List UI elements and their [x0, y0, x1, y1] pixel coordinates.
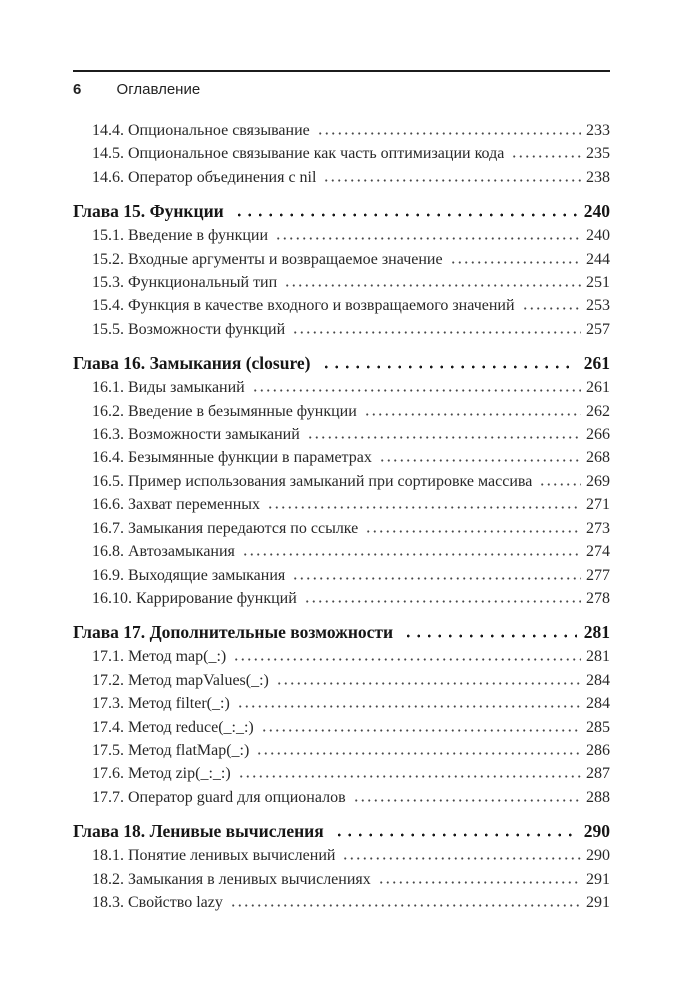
entry-page-ref: 291 — [586, 870, 610, 888]
entry-page-ref: 269 — [586, 472, 610, 490]
entry-text — [92, 119, 310, 142]
toc-item — [73, 224, 610, 247]
toc-item — [73, 119, 610, 142]
toc-section — [73, 819, 610, 914]
toc-chapter-heading — [73, 199, 610, 224]
entry-text — [92, 294, 515, 317]
dotted-leader — [260, 729, 581, 732]
dotted-leader — [352, 799, 581, 802]
toc-section — [73, 119, 610, 189]
entry-number: 18.2. — [92, 870, 124, 888]
entry-text — [92, 318, 285, 341]
toc-item — [73, 248, 610, 271]
dotted-leader — [274, 237, 581, 240]
entry-page-ref: 261 — [583, 353, 610, 374]
entry-text — [92, 844, 335, 867]
entry-number: 16.4. — [92, 449, 124, 467]
entry-page-ref: 253 — [586, 297, 610, 315]
toc-chapter-heading — [73, 819, 610, 844]
entry-page-ref: 268 — [586, 449, 610, 467]
entry-title: Возможности функций — [128, 320, 286, 338]
toc-item — [73, 493, 610, 516]
running-title: Оглавление — [116, 81, 201, 98]
entry-title: Каррирование функций — [136, 589, 297, 607]
entry-title: Замыкания (closure) — [149, 353, 311, 374]
toc-item — [73, 446, 610, 469]
entry-page-ref: 281 — [586, 648, 610, 666]
dotted-leader — [341, 857, 581, 860]
entry-page-ref: 240 — [586, 227, 610, 245]
entry-text — [92, 716, 254, 739]
toc-item — [73, 166, 610, 189]
entry-text — [92, 423, 300, 446]
page-content — [73, 70, 610, 914]
dotted-leader — [319, 365, 577, 369]
toc-item — [73, 762, 610, 785]
entry-number: 18.3. — [92, 893, 124, 911]
entry-text — [92, 470, 532, 493]
toc-item — [73, 786, 610, 809]
entry-number: 15.3. — [92, 274, 124, 292]
entry-number: 16.7. — [92, 519, 124, 537]
entry-page-ref: 266 — [586, 426, 610, 444]
entry-title: Введение в функции — [128, 227, 269, 245]
entry-number: 18.1. — [92, 847, 124, 865]
dotted-leader — [510, 155, 581, 158]
entry-number: 16.3. — [92, 426, 124, 444]
entry-page-ref: 273 — [586, 519, 610, 537]
dotted-leader — [232, 658, 581, 661]
entry-number: 14.5. — [92, 145, 124, 163]
dotted-leader — [401, 634, 577, 638]
entry-page-ref: 274 — [586, 543, 610, 561]
entry-number: 16.1. — [92, 379, 124, 397]
entry-page-ref: 233 — [586, 122, 610, 139]
entry-text — [92, 271, 277, 294]
entry-page-ref: 284 — [586, 671, 610, 689]
entry-number: 16.2. — [92, 402, 124, 420]
entry-page-ref: 240 — [583, 201, 610, 222]
dotted-leader — [364, 530, 581, 533]
entry-title: Входные аргументы и возвращаемое значение — [128, 250, 443, 268]
entry-number: 17.6. — [92, 765, 124, 783]
entry-text — [73, 199, 224, 224]
toc-item — [73, 271, 610, 294]
entry-number: 15.1. — [92, 227, 124, 245]
dotted-leader — [236, 705, 581, 708]
toc-item — [73, 294, 610, 317]
entry-title: Введение в безымянные функции — [128, 402, 357, 420]
entry-number: 17.7. — [92, 788, 124, 806]
toc-section — [73, 351, 610, 610]
dotted-leader — [232, 213, 577, 217]
entry-page-ref: 284 — [586, 695, 610, 713]
entry-text — [73, 620, 393, 645]
entry-text — [92, 692, 230, 715]
entry-page-ref: 290 — [583, 821, 610, 842]
entry-number: 15.4. — [92, 297, 124, 315]
entry-title: Оператор объединения с nil — [128, 168, 317, 186]
dotted-leader — [332, 833, 577, 837]
entry-title: Автозамыкания — [128, 543, 235, 561]
entry-number: 16.6. — [92, 496, 124, 514]
entry-number: 17.1. — [92, 648, 124, 666]
entry-text — [92, 400, 357, 423]
entry-title: Дополнительные возможности — [149, 622, 394, 643]
toc-item — [73, 891, 610, 914]
entry-page-ref: 257 — [586, 320, 610, 338]
entry-title: Метод zip(_:_:) — [128, 765, 231, 783]
entry-page-ref: 261 — [586, 379, 610, 397]
entry-number: 17.3. — [92, 695, 124, 713]
dotted-leader — [449, 261, 581, 264]
dotted-leader — [316, 132, 581, 135]
dotted-leader — [255, 752, 581, 755]
entry-text — [92, 166, 316, 189]
toc-item — [73, 716, 610, 739]
entry-number: 15.5. — [92, 320, 124, 338]
entry-number: 16.5. — [92, 472, 124, 490]
entry-title: Возможности замыканий — [128, 426, 300, 444]
entry-title: Метод filter(_:) — [128, 695, 230, 713]
entry-text — [92, 786, 346, 809]
entry-title: Свойство lazy — [128, 893, 223, 911]
entry-text — [92, 493, 260, 516]
entry-page-ref: 285 — [586, 718, 610, 736]
entry-text — [92, 376, 245, 399]
toc-item — [73, 318, 610, 341]
entry-text — [73, 819, 324, 844]
dotted-leader — [229, 904, 581, 907]
entry-page-ref: 290 — [586, 847, 610, 865]
toc-item — [73, 844, 610, 867]
dotted-leader — [266, 506, 581, 509]
entry-text — [92, 248, 443, 271]
dotted-leader — [237, 775, 581, 778]
dotted-leader — [538, 483, 581, 486]
entry-title: Виды замыканий — [128, 379, 245, 397]
entry-title: Безымянные функции в параметрах — [128, 449, 372, 467]
toc-item — [73, 423, 610, 446]
toc-item — [73, 669, 610, 692]
entry-text — [92, 564, 285, 587]
entry-title: Захват переменных — [128, 496, 261, 514]
entry-number: 15.2. — [92, 250, 124, 268]
entry-number: 16.8. — [92, 543, 124, 561]
entry-number: Глава 17. — [73, 622, 146, 643]
toc-section — [73, 620, 610, 809]
entry-title: Пример использования замыканий при сортировке массива — [128, 472, 533, 490]
entry-page-ref: 251 — [586, 274, 610, 292]
dotted-leader — [377, 881, 581, 884]
entry-number: 14.4. — [92, 122, 124, 139]
entry-number: 17.2. — [92, 671, 124, 689]
entry-title: Ленивые вычисления — [149, 821, 324, 842]
entry-page-ref: 278 — [586, 589, 610, 607]
entry-title: Метод flatMap(_:) — [128, 741, 250, 759]
entry-title: Понятие ленивых вычислений — [128, 847, 336, 865]
dotted-leader — [251, 389, 581, 392]
dotted-leader — [291, 577, 581, 580]
entry-number: Глава 18. — [73, 821, 146, 842]
entry-text — [92, 762, 231, 785]
entry-number: 16.10. — [92, 589, 132, 607]
dotted-leader — [378, 459, 581, 462]
dotted-leader — [275, 682, 581, 685]
entry-title: Оператор guard для опционалов — [128, 788, 346, 806]
entry-title: Функции — [149, 201, 224, 222]
toc-section — [73, 199, 610, 341]
toc-item — [73, 868, 610, 891]
toc-item — [73, 470, 610, 493]
entry-page-ref: 291 — [586, 893, 610, 911]
entry-text — [92, 868, 371, 891]
entry-page-ref: 288 — [586, 788, 610, 806]
entry-page-ref: 235 — [586, 145, 610, 163]
toc-item — [73, 587, 610, 610]
entry-text — [92, 669, 269, 692]
entry-text — [92, 739, 249, 762]
entry-title: Метод map(_:) — [128, 648, 227, 666]
toc-item — [73, 400, 610, 423]
toc-item — [73, 645, 610, 668]
dotted-leader — [291, 331, 581, 334]
entry-text — [92, 540, 235, 563]
dotted-leader — [283, 284, 581, 287]
entry-page-ref: 271 — [586, 496, 610, 514]
entry-number: 17.4. — [92, 718, 124, 736]
entry-text — [92, 517, 358, 540]
toc-item — [73, 692, 610, 715]
toc-item — [73, 739, 610, 762]
entry-title: Опциональное связывание как часть оптимизации кода — [128, 145, 505, 163]
toc-item — [73, 540, 610, 563]
table-of-contents — [73, 119, 610, 914]
entry-title: Выходящие замыкания — [128, 566, 286, 584]
entry-text — [73, 351, 311, 376]
entry-page-ref: 281 — [583, 622, 610, 643]
entry-number: 14.6. — [92, 168, 124, 186]
entry-title: Замыкания передаются по ссылке — [128, 519, 359, 537]
entry-page-ref: 238 — [586, 168, 610, 186]
entry-number: 16.9. — [92, 566, 124, 584]
entry-number: 17.5. — [92, 741, 124, 759]
page-number: 6 — [73, 81, 82, 98]
dotted-leader — [521, 307, 581, 310]
dotted-leader — [306, 436, 581, 439]
entry-title: Метод mapValues(_:) — [128, 671, 269, 689]
entry-text — [92, 645, 226, 668]
entry-page-ref: 262 — [586, 402, 610, 420]
entry-title: Функция в качестве входного и возвращаемого значений — [128, 297, 515, 315]
toc-item — [73, 564, 610, 587]
toc-chapter-heading — [73, 351, 610, 376]
entry-number: Глава 15. — [73, 201, 146, 222]
entry-number: Глава 16. — [73, 353, 146, 374]
entry-page-ref: 277 — [586, 566, 610, 584]
dotted-leader — [322, 179, 581, 182]
toc-item — [73, 517, 610, 540]
dotted-leader — [363, 413, 581, 416]
entry-text — [92, 446, 372, 469]
entry-page-ref: 287 — [586, 765, 610, 783]
toc-chapter-heading — [73, 620, 610, 645]
entry-title: Замыкания в ленивых вычислениях — [128, 870, 371, 888]
entry-title: Опциональное связывание — [128, 122, 310, 139]
entry-title: Функциональный тип — [128, 274, 278, 292]
entry-text — [92, 587, 297, 610]
toc-item — [73, 142, 610, 165]
entry-page-ref: 286 — [586, 741, 610, 759]
entry-text — [92, 891, 223, 914]
entry-text — [92, 142, 504, 165]
entry-text — [92, 224, 268, 247]
dotted-leader — [241, 553, 581, 556]
toc-item — [73, 376, 610, 399]
entry-title: Метод reduce(_:_:) — [128, 718, 254, 736]
entry-page-ref: 244 — [586, 250, 610, 268]
running-header — [73, 70, 610, 98]
dotted-leader — [303, 600, 581, 603]
